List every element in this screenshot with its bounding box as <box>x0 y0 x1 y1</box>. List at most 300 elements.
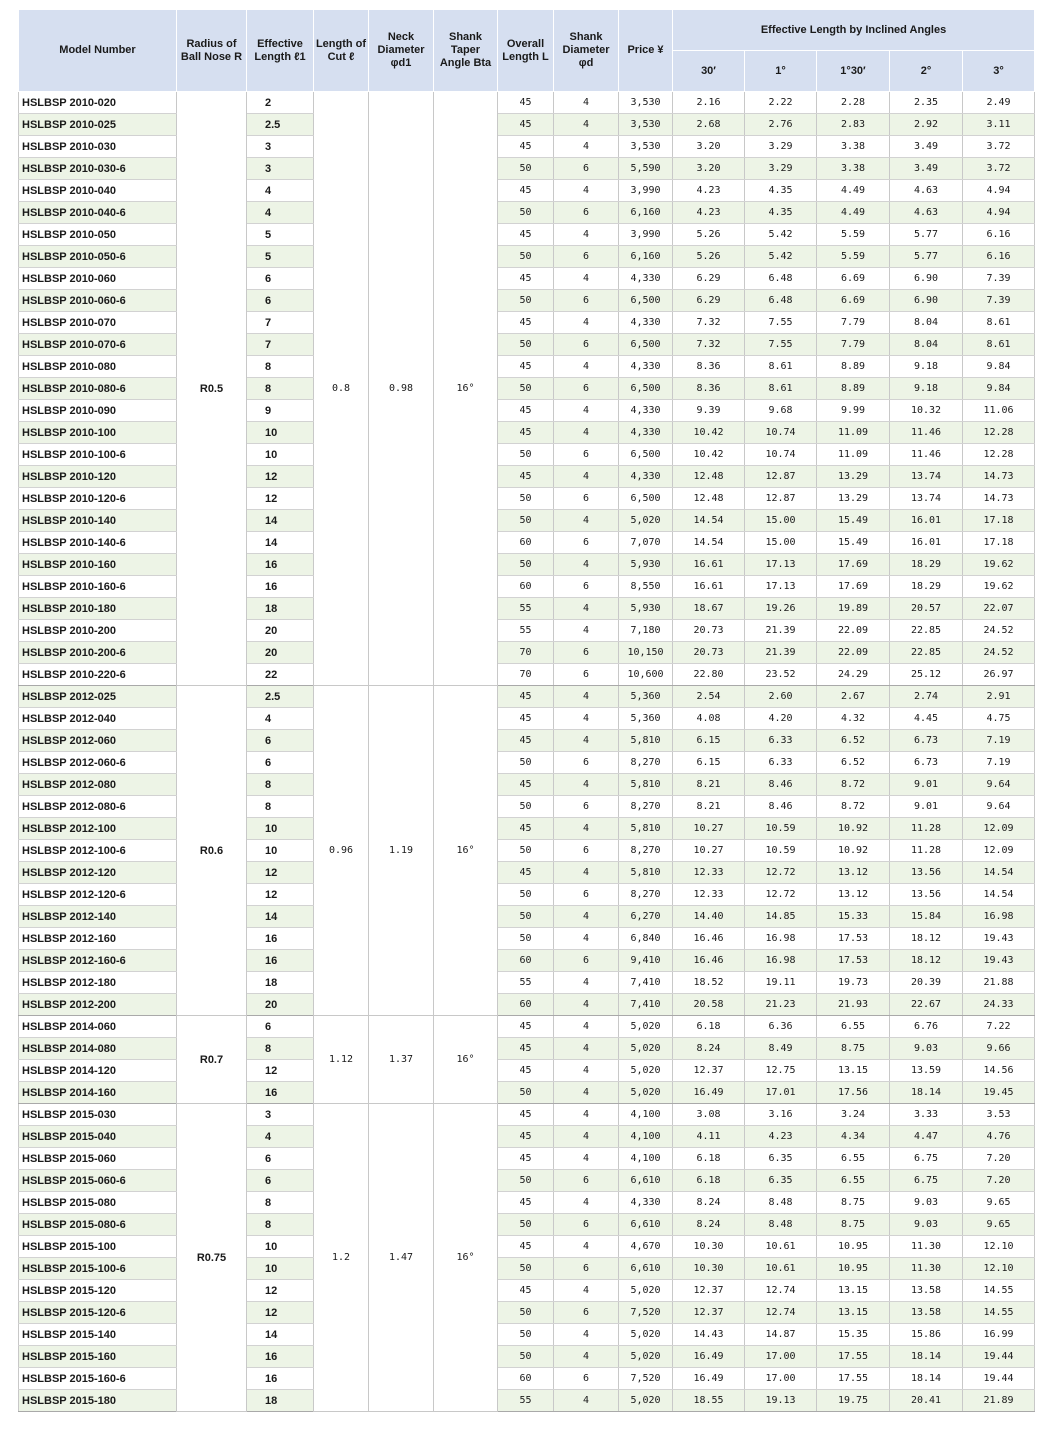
table-row <box>19 510 1035 532</box>
overall-length-cell: 50 <box>498 378 554 400</box>
shank-diameter-cell: 6 <box>554 158 619 180</box>
angle-3deg-cell: 12.09 <box>963 840 1035 862</box>
overall-length-cell: 45 <box>498 730 554 752</box>
angle-1deg30min-cell: 13.15 <box>817 1280 890 1302</box>
angle-3deg-cell: 4.94 <box>963 202 1035 224</box>
angle-1deg-cell: 12.87 <box>745 466 817 488</box>
angle-1deg-cell: 7.55 <box>745 334 817 356</box>
angle-2deg-cell: 13.74 <box>890 466 963 488</box>
angle-2deg-cell: 6.75 <box>890 1170 963 1192</box>
overall-length-cell: 50 <box>498 554 554 576</box>
overall-length-cell: 60 <box>498 994 554 1016</box>
overall-length-cell: 50 <box>498 510 554 532</box>
angle-1deg-cell: 16.98 <box>745 928 817 950</box>
angle-2deg-cell: 13.74 <box>890 488 963 510</box>
table-row <box>19 818 1035 840</box>
overall-length-cell: 45 <box>498 466 554 488</box>
angle-2deg-cell: 18.14 <box>890 1346 963 1368</box>
effective-length-cell: 8 <box>247 356 314 378</box>
angle-2deg-cell: 9.03 <box>890 1192 963 1214</box>
price-cell: 8,270 <box>619 796 673 818</box>
shank-diameter-cell: 4 <box>554 1060 619 1082</box>
angle-3deg-cell: 19.44 <box>963 1368 1035 1390</box>
angle-1deg-cell: 12.72 <box>745 884 817 906</box>
table-row <box>19 1214 1035 1236</box>
effective-length-cell: 12 <box>247 1302 314 1324</box>
price-cell: 5,020 <box>619 1082 673 1104</box>
overall-length-cell: 45 <box>498 400 554 422</box>
effective-length-cell: 8 <box>247 1192 314 1214</box>
table-row <box>19 1346 1035 1368</box>
angle-2deg-cell: 13.58 <box>890 1302 963 1324</box>
overall-length-cell: 55 <box>498 972 554 994</box>
price-cell: 6,610 <box>619 1170 673 1192</box>
table-row <box>19 1324 1035 1346</box>
overall-length-cell: 45 <box>498 1016 554 1038</box>
effective-length-cell: 4 <box>247 202 314 224</box>
angle-2deg-cell: 3.33 <box>890 1104 963 1126</box>
angle-3deg-cell: 9.65 <box>963 1214 1035 1236</box>
model-number-cell: HSLBSP 2010-100-6 <box>19 444 177 466</box>
angle-3deg-cell: 7.19 <box>963 730 1035 752</box>
price-cell: 6,840 <box>619 928 673 950</box>
table-row <box>19 224 1035 246</box>
shank-diameter-cell: 4 <box>554 510 619 532</box>
header-angle-3deg: 3° <box>963 51 1035 92</box>
angle-1deg-cell: 5.42 <box>745 246 817 268</box>
table-row <box>19 928 1035 950</box>
angle-30min-cell: 7.32 <box>673 334 745 356</box>
angle-30min-cell: 10.30 <box>673 1258 745 1280</box>
shank-diameter-cell: 6 <box>554 884 619 906</box>
effective-length-cell: 8 <box>247 796 314 818</box>
angle-30min-cell: 20.73 <box>673 642 745 664</box>
angle-30min-cell: 12.37 <box>673 1302 745 1324</box>
price-cell: 8,270 <box>619 884 673 906</box>
angle-30min-cell: 3.20 <box>673 136 745 158</box>
table-row <box>19 642 1035 664</box>
price-cell: 9,410 <box>619 950 673 972</box>
angle-30min-cell: 10.27 <box>673 818 745 840</box>
angle-1deg-cell: 6.35 <box>745 1148 817 1170</box>
table-body <box>19 92 1035 1412</box>
model-number-cell: HSLBSP 2010-200-6 <box>19 642 177 664</box>
angle-1deg-cell: 6.35 <box>745 1170 817 1192</box>
angle-30min-cell: 6.18 <box>673 1170 745 1192</box>
angle-1deg30min-cell: 22.09 <box>817 620 890 642</box>
table-row <box>19 598 1035 620</box>
angle-2deg-cell: 2.35 <box>890 92 963 114</box>
effective-length-cell: 4 <box>247 1126 314 1148</box>
shank-diameter-cell: 6 <box>554 488 619 510</box>
angle-1deg-cell: 12.74 <box>745 1302 817 1324</box>
model-number-cell: HSLBSP 2015-030 <box>19 1104 177 1126</box>
angle-1deg30min-cell: 10.95 <box>817 1236 890 1258</box>
length-of-cut-cell: 0.96 <box>314 686 369 1016</box>
angle-30min-cell: 2.68 <box>673 114 745 136</box>
angle-1deg-cell: 15.00 <box>745 532 817 554</box>
shank-diameter-cell: 6 <box>554 202 619 224</box>
shank-diameter-cell: 6 <box>554 1214 619 1236</box>
angle-2deg-cell: 11.46 <box>890 444 963 466</box>
angle-30min-cell: 22.80 <box>673 664 745 686</box>
angle-30min-cell: 8.24 <box>673 1038 745 1060</box>
table-row <box>19 422 1035 444</box>
price-cell: 5,020 <box>619 510 673 532</box>
angle-3deg-cell: 14.55 <box>963 1280 1035 1302</box>
length-of-cut-cell: 1.12 <box>314 1016 369 1104</box>
shank-diameter-cell: 4 <box>554 598 619 620</box>
model-number-cell: HSLBSP 2014-080 <box>19 1038 177 1060</box>
angle-1deg30min-cell: 13.29 <box>817 488 890 510</box>
price-cell: 4,330 <box>619 356 673 378</box>
price-cell: 4,100 <box>619 1104 673 1126</box>
price-cell: 7,180 <box>619 620 673 642</box>
effective-length-cell: 12 <box>247 1280 314 1302</box>
angle-30min-cell: 7.32 <box>673 312 745 334</box>
angle-3deg-cell: 9.84 <box>963 356 1035 378</box>
angle-2deg-cell: 11.30 <box>890 1258 963 1280</box>
table-row <box>19 1170 1035 1192</box>
table-row <box>19 1148 1035 1170</box>
angle-3deg-cell: 14.54 <box>963 862 1035 884</box>
shank-diameter-cell: 4 <box>554 1390 619 1412</box>
shank-diameter-cell: 4 <box>554 1104 619 1126</box>
price-cell: 5,360 <box>619 708 673 730</box>
angle-30min-cell: 12.48 <box>673 488 745 510</box>
shank-diameter-cell: 4 <box>554 268 619 290</box>
angle-30min-cell: 8.36 <box>673 356 745 378</box>
angle-1deg30min-cell: 5.59 <box>817 246 890 268</box>
overall-length-cell: 45 <box>498 114 554 136</box>
angle-30min-cell: 2.54 <box>673 686 745 708</box>
shank-diameter-cell: 6 <box>554 576 619 598</box>
shank-diameter-cell: 4 <box>554 818 619 840</box>
price-cell: 6,500 <box>619 290 673 312</box>
overall-length-cell: 45 <box>498 1192 554 1214</box>
overall-length-cell: 50 <box>498 246 554 268</box>
angle-3deg-cell: 19.44 <box>963 1346 1035 1368</box>
price-cell: 6,500 <box>619 444 673 466</box>
table-row <box>19 774 1035 796</box>
angle-2deg-cell: 13.58 <box>890 1280 963 1302</box>
shank-taper-angle-cell: 16° <box>434 686 498 1016</box>
angle-3deg-cell: 12.10 <box>963 1236 1035 1258</box>
header-length-of-cut: Length of Cut ℓ <box>314 10 369 92</box>
angle-2deg-cell: 8.04 <box>890 334 963 356</box>
angle-3deg-cell: 6.16 <box>963 246 1035 268</box>
angle-2deg-cell: 6.73 <box>890 752 963 774</box>
angle-2deg-cell: 20.57 <box>890 598 963 620</box>
angle-30min-cell: 3.20 <box>673 158 745 180</box>
angle-30min-cell: 5.26 <box>673 224 745 246</box>
angle-1deg30min-cell: 4.49 <box>817 202 890 224</box>
effective-length-cell: 7 <box>247 334 314 356</box>
angle-2deg-cell: 6.75 <box>890 1148 963 1170</box>
price-cell: 5,810 <box>619 818 673 840</box>
angle-1deg30min-cell: 9.99 <box>817 400 890 422</box>
shank-diameter-cell: 6 <box>554 1258 619 1280</box>
model-number-cell: HSLBSP 2015-080-6 <box>19 1214 177 1236</box>
price-cell: 4,330 <box>619 422 673 444</box>
angle-2deg-cell: 18.14 <box>890 1368 963 1390</box>
price-cell: 8,270 <box>619 840 673 862</box>
table-row <box>19 708 1035 730</box>
effective-length-cell: 2.5 <box>247 114 314 136</box>
angle-30min-cell: 8.24 <box>673 1214 745 1236</box>
effective-length-cell: 3 <box>247 136 314 158</box>
price-cell: 5,020 <box>619 1060 673 1082</box>
angle-3deg-cell: 3.11 <box>963 114 1035 136</box>
overall-length-cell: 45 <box>498 862 554 884</box>
table-row <box>19 554 1035 576</box>
price-cell: 5,020 <box>619 1390 673 1412</box>
shank-diameter-cell: 6 <box>554 246 619 268</box>
table-row <box>19 202 1035 224</box>
effective-length-cell: 6 <box>247 752 314 774</box>
table-row <box>19 950 1035 972</box>
effective-length-cell: 10 <box>247 818 314 840</box>
header-angle-2deg: 2° <box>890 51 963 92</box>
angle-3deg-cell: 24.52 <box>963 620 1035 642</box>
table-row <box>19 356 1035 378</box>
table-row <box>19 730 1035 752</box>
angle-3deg-cell: 4.76 <box>963 1126 1035 1148</box>
shank-diameter-cell: 6 <box>554 290 619 312</box>
angle-3deg-cell: 16.98 <box>963 906 1035 928</box>
price-cell: 5,810 <box>619 730 673 752</box>
angle-1deg-cell: 10.74 <box>745 422 817 444</box>
angle-2deg-cell: 25.12 <box>890 664 963 686</box>
table-row <box>19 444 1035 466</box>
angle-2deg-cell: 13.56 <box>890 884 963 906</box>
ball-nose-radius-cell: R0.75 <box>177 1104 247 1412</box>
angle-30min-cell: 14.40 <box>673 906 745 928</box>
angle-30min-cell: 20.73 <box>673 620 745 642</box>
overall-length-cell: 50 <box>498 488 554 510</box>
model-number-cell: HSLBSP 2010-080 <box>19 356 177 378</box>
table-row <box>19 686 1035 708</box>
angle-1deg-cell: 6.48 <box>745 268 817 290</box>
table-row <box>19 312 1035 334</box>
angle-1deg30min-cell: 15.49 <box>817 510 890 532</box>
effective-length-cell: 5 <box>247 246 314 268</box>
price-cell: 4,330 <box>619 1192 673 1214</box>
shank-diameter-cell: 6 <box>554 378 619 400</box>
angle-1deg-cell: 19.26 <box>745 598 817 620</box>
angle-1deg30min-cell: 5.59 <box>817 224 890 246</box>
angle-1deg30min-cell: 6.55 <box>817 1016 890 1038</box>
table-row <box>19 488 1035 510</box>
angle-3deg-cell: 7.39 <box>963 290 1035 312</box>
table-row <box>19 906 1035 928</box>
model-number-cell: HSLBSP 2010-220-6 <box>19 664 177 686</box>
shank-diameter-cell: 6 <box>554 334 619 356</box>
model-number-cell: HSLBSP 2010-140 <box>19 510 177 532</box>
angle-30min-cell: 10.30 <box>673 1236 745 1258</box>
shank-diameter-cell: 4 <box>554 972 619 994</box>
shank-diameter-cell: 4 <box>554 400 619 422</box>
angle-3deg-cell: 14.73 <box>963 488 1035 510</box>
effective-length-cell: 16 <box>247 928 314 950</box>
overall-length-cell: 55 <box>498 620 554 642</box>
angle-2deg-cell: 9.03 <box>890 1038 963 1060</box>
angle-3deg-cell: 12.10 <box>963 1258 1035 1280</box>
price-cell: 6,610 <box>619 1258 673 1280</box>
angle-1deg-cell: 19.11 <box>745 972 817 994</box>
angle-3deg-cell: 19.62 <box>963 576 1035 598</box>
angle-1deg-cell: 8.61 <box>745 356 817 378</box>
neck-diameter-cell: 0.98 <box>369 92 434 686</box>
shank-diameter-cell: 4 <box>554 1038 619 1060</box>
angle-3deg-cell: 21.88 <box>963 972 1035 994</box>
angle-1deg-cell: 17.13 <box>745 554 817 576</box>
model-number-cell: HSLBSP 2015-040 <box>19 1126 177 1148</box>
angle-3deg-cell: 7.20 <box>963 1170 1035 1192</box>
shank-diameter-cell: 4 <box>554 1126 619 1148</box>
angle-1deg-cell: 8.48 <box>745 1214 817 1236</box>
table-row <box>19 1390 1035 1412</box>
angle-1deg-cell: 6.33 <box>745 752 817 774</box>
angle-2deg-cell: 10.32 <box>890 400 963 422</box>
angle-1deg-cell: 19.13 <box>745 1390 817 1412</box>
angle-3deg-cell: 21.89 <box>963 1390 1035 1412</box>
angle-30min-cell: 6.15 <box>673 752 745 774</box>
header-ball-nose-radius: Radius of Ball Nose R <box>177 10 247 92</box>
angle-3deg-cell: 17.18 <box>963 510 1035 532</box>
price-cell: 5,020 <box>619 1280 673 1302</box>
angle-1deg30min-cell: 7.79 <box>817 312 890 334</box>
effective-length-cell: 3 <box>247 158 314 180</box>
shank-taper-angle-cell: 16° <box>434 92 498 686</box>
angle-1deg-cell: 10.61 <box>745 1236 817 1258</box>
overall-length-cell: 60 <box>498 532 554 554</box>
overall-length-cell: 50 <box>498 840 554 862</box>
price-cell: 5,590 <box>619 158 673 180</box>
angle-30min-cell: 10.27 <box>673 840 745 862</box>
price-cell: 7,410 <box>619 994 673 1016</box>
angle-1deg-cell: 8.61 <box>745 378 817 400</box>
table-row <box>19 378 1035 400</box>
effective-length-cell: 5 <box>247 224 314 246</box>
overall-length-cell: 70 <box>498 642 554 664</box>
angle-1deg30min-cell: 17.55 <box>817 1368 890 1390</box>
price-cell: 6,160 <box>619 202 673 224</box>
angle-2deg-cell: 3.49 <box>890 158 963 180</box>
effective-length-cell: 12 <box>247 466 314 488</box>
shank-diameter-cell: 4 <box>554 1082 619 1104</box>
table-row <box>19 400 1035 422</box>
angle-1deg-cell: 10.74 <box>745 444 817 466</box>
shank-diameter-cell: 4 <box>554 1016 619 1038</box>
table-row <box>19 268 1035 290</box>
header-overall-length: Overall Length L <box>498 10 554 92</box>
angle-3deg-cell: 7.22 <box>963 1016 1035 1038</box>
model-number-cell: HSLBSP 2015-180 <box>19 1390 177 1412</box>
effective-length-cell: 10 <box>247 1236 314 1258</box>
effective-length-cell: 8 <box>247 774 314 796</box>
price-cell: 7,070 <box>619 532 673 554</box>
header-effective-length: Effective Length ℓ1 <box>247 10 314 92</box>
angle-2deg-cell: 22.67 <box>890 994 963 1016</box>
angle-1deg30min-cell: 6.52 <box>817 752 890 774</box>
model-number-cell: HSLBSP 2010-120-6 <box>19 488 177 510</box>
angle-1deg30min-cell: 15.35 <box>817 1324 890 1346</box>
shank-diameter-cell: 6 <box>554 840 619 862</box>
table-row <box>19 1236 1035 1258</box>
angle-3deg-cell: 12.28 <box>963 422 1035 444</box>
shank-diameter-cell: 4 <box>554 686 619 708</box>
ball-nose-radius-cell: R0.6 <box>177 686 247 1016</box>
angle-2deg-cell: 6.73 <box>890 730 963 752</box>
angle-30min-cell: 18.52 <box>673 972 745 994</box>
overall-length-cell: 50 <box>498 1324 554 1346</box>
shank-diameter-cell: 6 <box>554 1368 619 1390</box>
angle-1deg30min-cell: 17.53 <box>817 928 890 950</box>
model-number-cell: HSLBSP 2012-140 <box>19 906 177 928</box>
model-number-cell: HSLBSP 2010-040 <box>19 180 177 202</box>
angle-2deg-cell: 9.01 <box>890 774 963 796</box>
shank-diameter-cell: 6 <box>554 752 619 774</box>
model-number-cell: HSLBSP 2015-060-6 <box>19 1170 177 1192</box>
overall-length-cell: 55 <box>498 1390 554 1412</box>
overall-length-cell: 70 <box>498 664 554 686</box>
angle-2deg-cell: 11.46 <box>890 422 963 444</box>
price-cell: 10,600 <box>619 664 673 686</box>
angle-3deg-cell: 9.66 <box>963 1038 1035 1060</box>
angle-1deg-cell: 15.00 <box>745 510 817 532</box>
angle-30min-cell: 14.54 <box>673 510 745 532</box>
angle-1deg-cell: 4.35 <box>745 180 817 202</box>
angle-1deg-cell: 3.29 <box>745 136 817 158</box>
angle-3deg-cell: 14.54 <box>963 884 1035 906</box>
table-row <box>19 884 1035 906</box>
table-row <box>19 290 1035 312</box>
angle-2deg-cell: 20.41 <box>890 1390 963 1412</box>
table-row <box>19 92 1035 114</box>
price-cell: 4,100 <box>619 1126 673 1148</box>
overall-length-cell: 45 <box>498 686 554 708</box>
angle-1deg30min-cell: 8.72 <box>817 796 890 818</box>
shank-diameter-cell: 4 <box>554 312 619 334</box>
angle-1deg-cell: 12.75 <box>745 1060 817 1082</box>
length-of-cut-cell: 0.8 <box>314 92 369 686</box>
model-number-cell: HSLBSP 2012-160 <box>19 928 177 950</box>
angle-1deg30min-cell: 17.53 <box>817 950 890 972</box>
angle-2deg-cell: 4.47 <box>890 1126 963 1148</box>
angle-2deg-cell: 18.12 <box>890 928 963 950</box>
angle-1deg30min-cell: 6.55 <box>817 1170 890 1192</box>
angle-1deg30min-cell: 8.72 <box>817 774 890 796</box>
angle-1deg30min-cell: 21.93 <box>817 994 890 1016</box>
angle-30min-cell: 16.49 <box>673 1082 745 1104</box>
angle-1deg-cell: 21.23 <box>745 994 817 1016</box>
angle-30min-cell: 9.39 <box>673 400 745 422</box>
overall-length-cell: 50 <box>498 444 554 466</box>
shank-diameter-cell: 4 <box>554 356 619 378</box>
model-number-cell: HSLBSP 2010-200 <box>19 620 177 642</box>
angle-1deg-cell: 21.39 <box>745 620 817 642</box>
model-number-cell: HSLBSP 2015-060 <box>19 1148 177 1170</box>
model-number-cell: HSLBSP 2015-100-6 <box>19 1258 177 1280</box>
shank-diameter-cell: 4 <box>554 180 619 202</box>
table-row <box>19 532 1035 554</box>
table-header <box>19 10 1035 92</box>
price-cell: 10,150 <box>619 642 673 664</box>
header-angle-1deg30min: 1°30′ <box>817 51 890 92</box>
shank-diameter-cell: 4 <box>554 554 619 576</box>
angle-3deg-cell: 9.64 <box>963 774 1035 796</box>
